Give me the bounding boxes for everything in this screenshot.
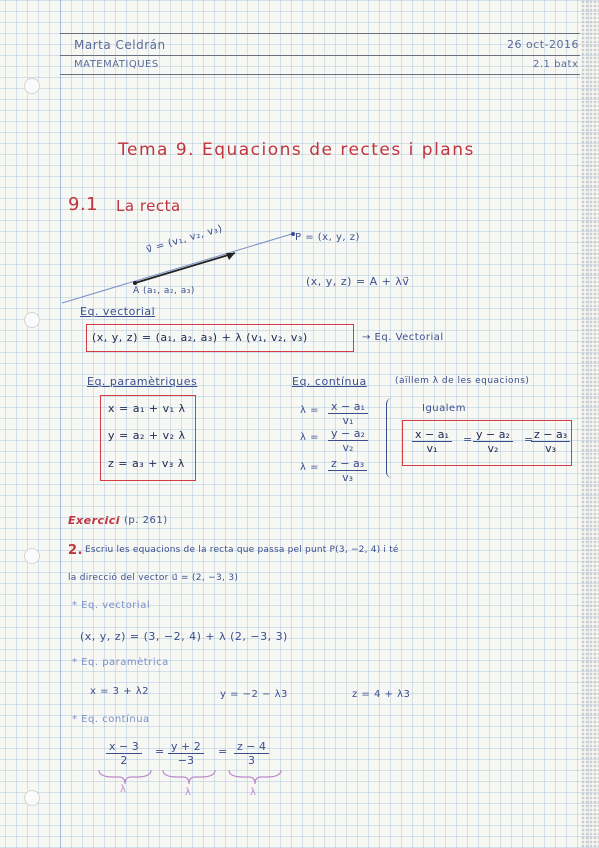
numerator: y − a₂ [473,428,513,442]
exercise-continuous-heading: * Eq. contínua [72,714,150,725]
denominator: −3 [177,754,194,767]
exercise-statement-2: la direcció del vector u⃗ = (2, −3, 3) [68,573,239,583]
exercise-fraction-1 [106,740,142,767]
header-rule [60,74,580,75]
lambda-1: λ = [300,405,319,416]
equals-sign: = [463,433,473,446]
denominator: 2 [120,754,128,767]
class-name: 2.1 batx [533,59,579,70]
numerator: x − 3 [106,740,142,754]
vectorial-note: → Eq. Vectorial [362,332,444,343]
header-date: 26 oct-2016 [507,38,580,51]
denominator: v₃ [342,471,354,484]
underbrace [99,770,151,784]
direction-vector [135,253,235,283]
exercise-parametric-heading: * Eq. paramètrica [72,657,169,668]
numerator: y + 2 [168,740,204,754]
vector-label: v⃗ = (v₁, v₂, v₃) [145,223,224,256]
vectorial-heading: Eq. vectorial [80,305,156,318]
point-a-dot [133,281,137,285]
denominator: v₃ [545,442,557,455]
igualem-label: Igualem [422,403,466,414]
denominator: v₁ [426,442,438,455]
denominator: 3 [247,754,255,767]
perforated-edge [581,0,599,848]
section-number: 9.1 [68,194,99,215]
equals-sign: = [218,745,228,758]
student-name: Marta Celdrán [74,38,166,52]
underbrace-label-2: λ [185,787,192,798]
result-fraction-1 [412,428,452,455]
header-rule [60,33,580,34]
parametric-x: x = a₁ + v₁ λ [108,402,186,415]
point-p-label: P = (x, y, z) [295,232,360,243]
vector-arrowhead [226,253,235,260]
vector-relation: (x, y, z) = A + λv⃗ [306,275,410,288]
fraction-1 [328,400,368,427]
point-a-label: A (a₁, a₂, a₃) [133,286,195,296]
continuous-heading: Eq. contínua [292,375,367,388]
denominator: v₂ [487,442,499,455]
exercise-vectorial-heading: * Eq. vectorial [72,600,151,611]
equals-sign: = [155,745,165,758]
denominator: v₂ [342,441,354,454]
result-fraction-2 [473,428,513,455]
underbrace-label-3: λ [250,787,257,798]
parametric-z: z = a₃ + v₃ λ [108,457,185,470]
binder-hole [24,790,40,806]
binder-hole [24,78,40,94]
exercise-fraction-2 [168,740,204,767]
exercise-parametric-x: x = 3 + λ2 [90,686,150,697]
parametric-heading: Eq. paramètriques [87,375,198,388]
exercise-page: (p. 261) [124,515,168,526]
parametric-y: y = a₂ + v₂ λ [108,429,186,442]
fraction-3 [328,457,367,484]
header-rule [60,55,580,56]
brace [386,398,393,478]
numerator: x − a₁ [412,428,452,442]
fraction-2 [328,427,368,454]
subject-name: MATEMÀTIQUES [74,59,159,70]
exercise-statement-1: Escriu les equacions de la recta que passa pel punt P(3, −2, 4) i té [85,545,399,555]
lambda-2: λ = [300,432,319,443]
equals-sign: = [524,433,534,446]
denominator: v₁ [342,414,354,427]
page-title: Tema 9. Equacions de rectes i plans [118,140,475,160]
continuous-note: (aïllem λ de les equacions) [395,376,530,386]
numerator: x − a₁ [328,400,368,414]
exercise-parametric-y: y = −2 − λ3 [220,689,288,700]
binder-hole [24,548,40,564]
numerator: z − a₃ [328,457,367,471]
section-title: La recta [116,197,181,215]
numerator: y − a₂ [328,427,368,441]
exercise-heading: Exercici [68,514,121,527]
exercise-fraction-3 [234,740,269,767]
underbrace [163,770,215,784]
underbrace [229,770,281,784]
lambda-3: λ = [300,462,319,473]
result-fraction-3 [531,428,570,455]
vectorial-equation: (x, y, z) = (a₁, a₂, a₃) + λ (v₁, v₂, v₃) [92,331,308,344]
numerator: z − a₃ [531,428,570,442]
binder-hole [24,312,40,328]
underbrace-label-1: λ [120,784,127,795]
exercise-parametric-z: z = 4 + λ3 [352,689,411,700]
exercise-vectorial-equation: (x, y, z) = (3, −2, 4) + λ (2, −3, 3) [80,630,288,643]
margin-line [60,0,61,848]
numerator: z − 4 [234,740,269,754]
exercise-number: 2. [68,543,83,558]
